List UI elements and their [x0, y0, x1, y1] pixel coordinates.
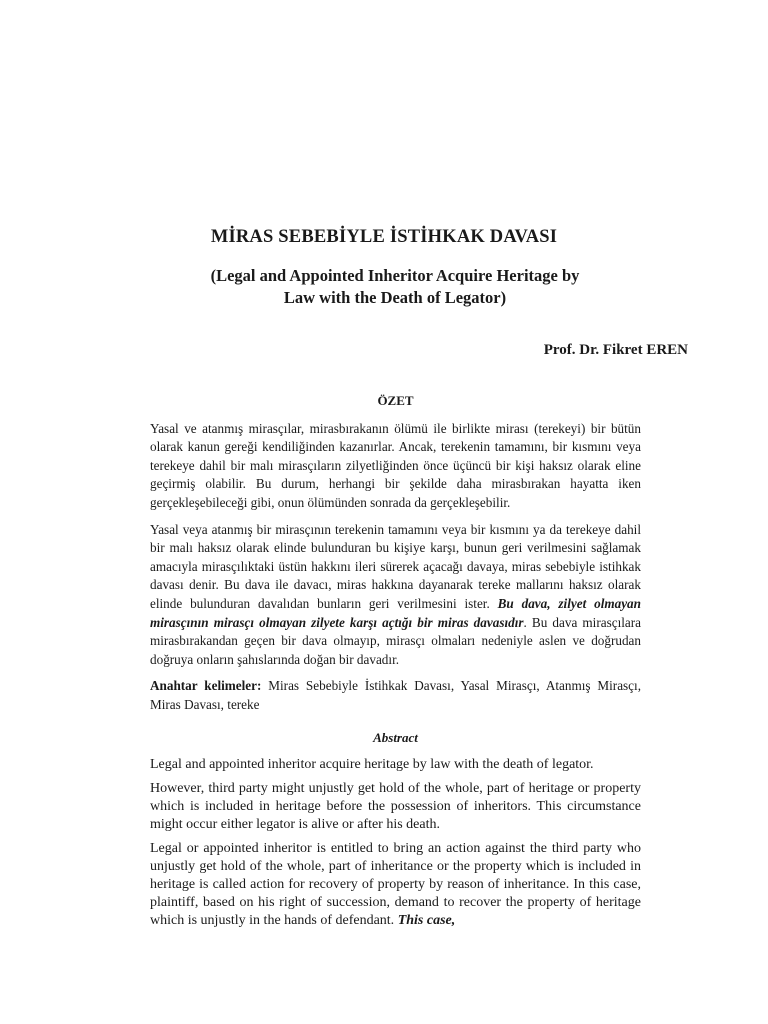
ozet-paragraph-2-emphasis: Bu dava, zilyet olmayan mirasçının mirasçı olmayan zilyete karşı açtığı bir miras davasıdır: [150, 595, 641, 630]
abstract-heading: Abstract: [373, 729, 418, 745]
paper-body: [150, 392, 641, 936]
keywords-text: Miras Sebebiyle İstihkak Davası, Yasal Mirasçı, Atanmış Mirasçı, Miras Davası, tereke: [150, 678, 641, 712]
keywords-paragraph: [150, 677, 641, 714]
paper-title: MİRAS SEBEBİYLE İSTİHKAK DAVASI: [210, 227, 558, 247]
subtitle-line-1: (Legal and Appointed Inheritor Acquire Heritage by: [210, 266, 580, 285]
ozet-paragraph-2-text-b: . Bu dava mirasçılara mirasbırakandan geçen bir dava olmayıp, mirasçı olmaları nedeniyle aslen ve doğrudan doğruya onların şahıslarında doğan bir davadır.: [150, 614, 641, 667]
abstract-paragraph-3: [150, 840, 641, 930]
paper-subtitle: [150, 265, 640, 309]
ozet-paragraph-1: Yasal ve atanmış mirasçılar, mirasbırakanın ölümü ile birlikte mirası (terekeyi) bir bütün olarak kanun gereği kendiliğinden kazanırlar. Ancak, terekenin tamamını, bir kısmını veya terekeye dahil bir malı mirasçıların zilyetliğinden önce üçüncü bir kişi haksız olarak eline geçirmiş olabilir. Bu durum, herhangi bir şekilde daha mirasbırakan hayatta iken gerçekleşebileceği gibi, onun ölümünden sonrada da gerçekleşebilir.: [150, 420, 641, 510]
abstract-paragraph-3-text: Legal or appointed inheritor is entitled to bring an action against the third party who unjustly get hold of the whole, part of inheritance or the property which is included in heritage is called action for recovery of property by reason of inheritance. In this case, plaintiff, based on his right of succession, demand to recover the property of heritage which is unjustly in the hands of defendant.: [150, 841, 641, 929]
keywords-label: Anahtar kelimeler:: [150, 678, 262, 694]
author-name: Prof. Dr. Fikret EREN: [543, 342, 688, 358]
subtitle-line-2: Law with the Death of Legator): [283, 288, 507, 307]
abstract-paragraph-1: Legal and appointed inheritor acquire heritage by law with the death of legator.: [150, 757, 594, 773]
abstract-paragraph-2: However, third party might unjustly get hold of the whole, part of heritage or property which is included in heritage before the possession of inheritors. This circumstance might occur either legator is alive or after his death.: [150, 781, 641, 833]
ozet-heading: ÖZET: [377, 393, 414, 408]
ozet-paragraph-2: [150, 521, 641, 670]
ozet-paragraph-2-text-a: Yasal veya atanmış bir mirasçının terekenin tamamını veya bir kısmını ya da terekeye dahil bir malı haksız olarak elinde bulunduran bu kişiye karşı, bunun geri verilmesini sağlamak amacıyla mirasçılıktaki üstün hakkını ileri sürerek açacağı davaya, miras sebebiyle istihkak davası denir. Bu dava ile davacı, miras hakkına dayanarak tereke mallarını haksız olarak elinde bulunduran davalıdan bunların geri verilmesini ister.: [150, 521, 641, 611]
abstract-paragraph-3-emphasis: This case,: [397, 913, 456, 929]
